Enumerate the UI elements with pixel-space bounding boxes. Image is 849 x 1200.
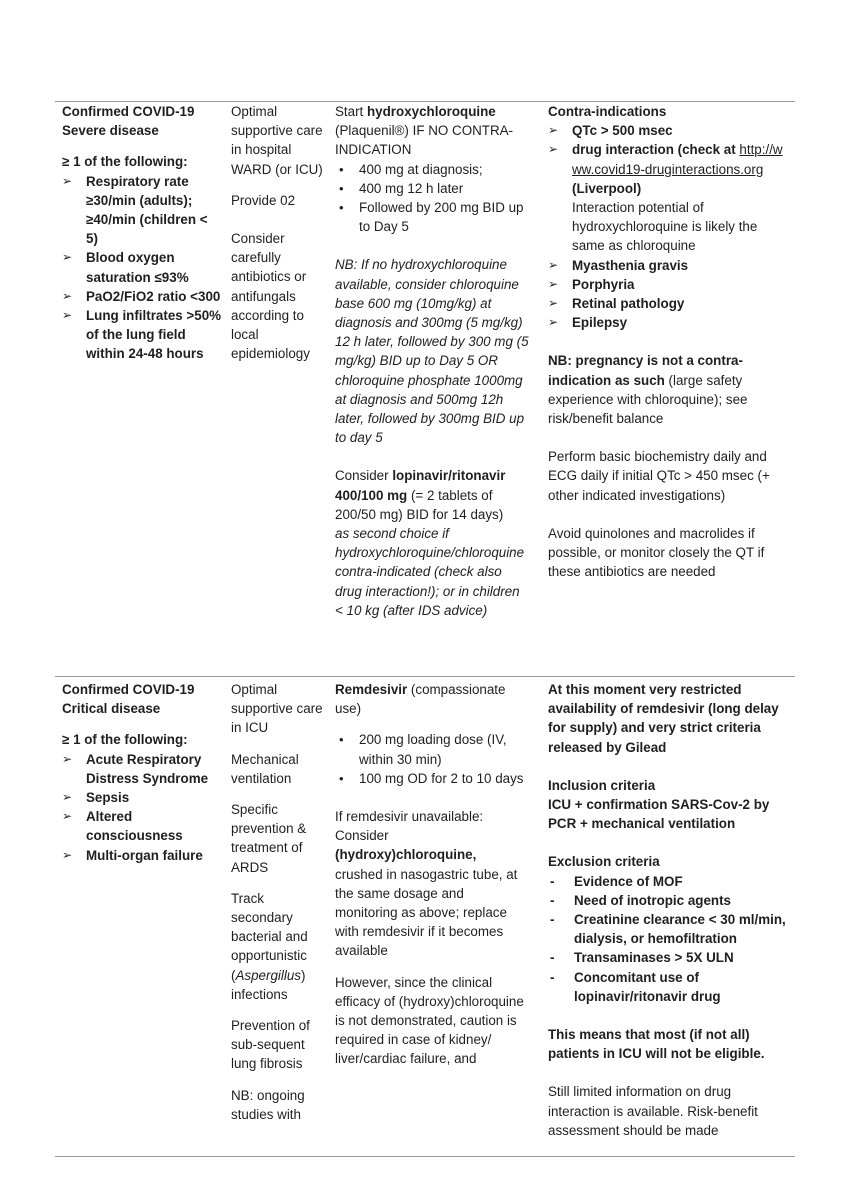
row1-dosing-list: [335, 160, 529, 237]
list-item: • 400 mg 12 h later: [335, 179, 529, 198]
list-item: • Followed by 200 mg BID up to Day 5: [335, 198, 529, 236]
row2-care-p3: Specific prevention & treatment of ARDS: [231, 802, 307, 875]
list-item: • 100 mg OD for 2 to 10 days: [335, 769, 529, 788]
row-divider: [55, 676, 795, 677]
row2-hcq-rest: crushed in nasogastric tube, at the same dosage and monitoring as above; replace with remdesivir if it becomes available: [335, 866, 518, 959]
interaction-note: Still limited information on drug interaction is available. Risk-benefit assessment should be made: [548, 1084, 758, 1138]
row2-criteria-list: [62, 750, 222, 865]
row2-title-line1: Confirmed COVID-19: [62, 682, 195, 697]
list-item: ➢ Retinal pathology: [548, 294, 792, 313]
row1-care-p1: Optimal supportive care in hospital WARD (or ICU): [231, 104, 323, 177]
list-item: ➢ Respiratory rate ≥30/min (adults); ≥40/min (children < 5): [62, 172, 222, 249]
list-item: • 200 mg loading dose (IV, within 30 min): [335, 730, 529, 768]
p4-suffix: ) infections: [231, 967, 306, 1002]
row1-ci-list: [548, 121, 792, 332]
row1-avoid-note: Avoid quinolones and macrolides if possible, or monitor closely the QT if these antibiotics are needed: [548, 525, 765, 580]
row2-treatment-cell: [335, 680, 529, 1069]
list-item: - Need of inotropic agents: [548, 891, 792, 910]
start-prefix: Start: [335, 104, 367, 119]
list-item: - Concomitant use of lopinavir/ritonavir drug: [548, 968, 792, 1006]
row1-alt-line: [335, 466, 529, 524]
row2-remdesivir-criteria-cell: [548, 680, 792, 1140]
eligibility-note: This means that most (if not all) patients in ICU will not be eligible.: [548, 1027, 765, 1062]
list-item: ➢ Altered consciousness: [62, 807, 222, 845]
list-item: ➢ Epilepsy: [548, 313, 792, 332]
row2-intro: At this moment very restricted availability of remdesivir (long delay for supply) and very strict criteria released by Gilead: [548, 682, 779, 755]
ci-drug-note: Interaction potential of hydroxychloroquine is likely the same as chloroquine: [572, 200, 758, 254]
row1-contraindications-cell: [548, 102, 792, 581]
row1-alt-italic: as second choice if hydroxychloroquine/chloroquine contra-indicated (check also drug interaction!); or in children < 10 kg (after IDS advice): [335, 526, 525, 618]
row1-treatment-cell: [335, 102, 529, 620]
drug-interaction-link[interactable]: http://www.covid19-druginteractions.org: [572, 142, 783, 177]
list-item: ➢ Acute Respiratory Distress Syndrome: [62, 750, 222, 788]
row1-nb-chloroquine: NB: If no hydroxychloroquine available, consider chloroquine base 600 mg (10mg/kg) at diagnosis and 300mg (5 mg/kg) 12 h later, followed by 300 mg (5 mg/kg) BID up to Day 5 OR chloroquine phosphate 1000mg at diagnosis and 500mg 12h later, followed by 300mg BID up to day 5: [335, 257, 529, 446]
row2-however: However, since the clinical efficacy of (hydroxy)chloroquine is not demonstrated, caution is required in case of kidney/ liver/cardiac failure, and: [335, 974, 524, 1067]
list-item: ➢ Myasthenia gravis: [548, 256, 792, 275]
row2-condition-cell: [62, 680, 222, 865]
row1-biochem-note: Perform basic biochemistry daily and ECG daily if initial QTc > 450 msec (+ other indicated investigations): [548, 449, 770, 503]
list-item: ➢ Porphyria: [548, 275, 792, 294]
list-item: ➢ Multi-organ failure: [62, 846, 222, 865]
row1-start-line: [335, 102, 529, 121]
row2-dosing-list: [335, 730, 529, 788]
alt-drug: lopinavir/ritonavir 400/100 mg: [335, 468, 506, 503]
row2-hcq: (hydroxy)chloroquine,: [335, 847, 477, 863]
inclusion-text: ICU + confirmation SARS-Cov-2 by PCR + mechanical ventilation: [548, 797, 770, 832]
list-item: ➢ Sepsis: [62, 788, 222, 807]
list-item: - Creatinine clearance < 30 ml/min, dialysis, or hemofiltration: [548, 910, 792, 948]
alt-prefix: Consider: [335, 468, 393, 484]
alt-dose: (= 2 tablets of 200/50 mg) BID for 14 days): [335, 487, 504, 522]
ci-drug-suffix: (Liverpool): [572, 180, 642, 196]
row2-criteria-heading: ≥ 1 of the following:: [62, 732, 188, 748]
list-item: ➢ PaO2/FiO2 ratio <300: [62, 287, 222, 306]
exclusion-heading: Exclusion criteria: [548, 854, 660, 870]
row2-care-p1: Optimal supportive care in ICU: [231, 682, 323, 736]
start-drug: hydroxychloroquine: [367, 104, 496, 119]
row2-care-p4: [231, 889, 327, 1004]
table-bottom-border: [55, 1156, 795, 1157]
row1-title-line2: Severe disease: [62, 123, 159, 139]
list-item: ➢ Blood oxygen saturation ≤93%: [62, 248, 222, 286]
nb-bold: NB: pregnancy is not a contra-indication as such: [548, 353, 743, 388]
row1-care-cell: [231, 102, 327, 363]
remdesivir-suffix: (compassionate use): [335, 682, 506, 717]
row2-care-p5: Prevention of sub-sequent lung fibrosis: [231, 1018, 310, 1072]
list-item: ➢ Lung infiltrates >50% of the lung field within 24-48 hours: [62, 306, 222, 364]
ci-drug-label: drug interaction (check at: [572, 142, 740, 158]
row1-care-p3: Consider carefully antibiotics or antifungals according to local epidemiology: [231, 231, 310, 362]
p4-prefix: Track secondary bacterial and opportunistic (: [231, 890, 308, 983]
row2-drug-line: [335, 680, 529, 718]
row1-title-line1: Confirmed COVID-19: [62, 104, 195, 119]
row2-care-p2: Mechanical ventilation: [231, 751, 299, 786]
list-item: - Transaminases > 5X ULN: [548, 948, 792, 967]
p4-italic: Aspergillus: [235, 967, 301, 983]
row1-criteria-list: [62, 172, 222, 364]
row1-care-p2: Provide 02: [231, 192, 296, 208]
row1-start-suffix: (Plaquenil®) IF NO CONTRA-INDICATION: [335, 123, 514, 158]
row1-pregnancy-note: [548, 351, 792, 428]
list-item: • 400 mg at diagnosis;: [335, 160, 529, 179]
inclusion-heading: Inclusion criteria: [548, 777, 656, 793]
nb-rest: (large safety experience with chloroquine); see risk/benefit balance: [548, 372, 748, 427]
row2-title-line2: Critical disease: [62, 701, 161, 717]
row2-care-cell: [231, 680, 327, 1124]
row1-ci-heading: Contra-indications: [548, 104, 667, 119]
remdesivir-label: Remdesivir: [335, 682, 408, 697]
row1-criteria-heading: ≥ 1 of the following:: [62, 154, 188, 170]
list-item: - Evidence of MOF: [548, 872, 792, 891]
list-item: ➢ QTc > 500 msec: [548, 121, 792, 140]
row2-if-unavailable: If remdesivir unavailable: Consider: [335, 809, 484, 844]
list-item-drug-interaction: [548, 140, 792, 255]
exclusion-list: [548, 872, 792, 1006]
row2-care-p6: NB: ongoing studies with: [231, 1087, 305, 1122]
row1-condition-cell: [62, 102, 222, 364]
